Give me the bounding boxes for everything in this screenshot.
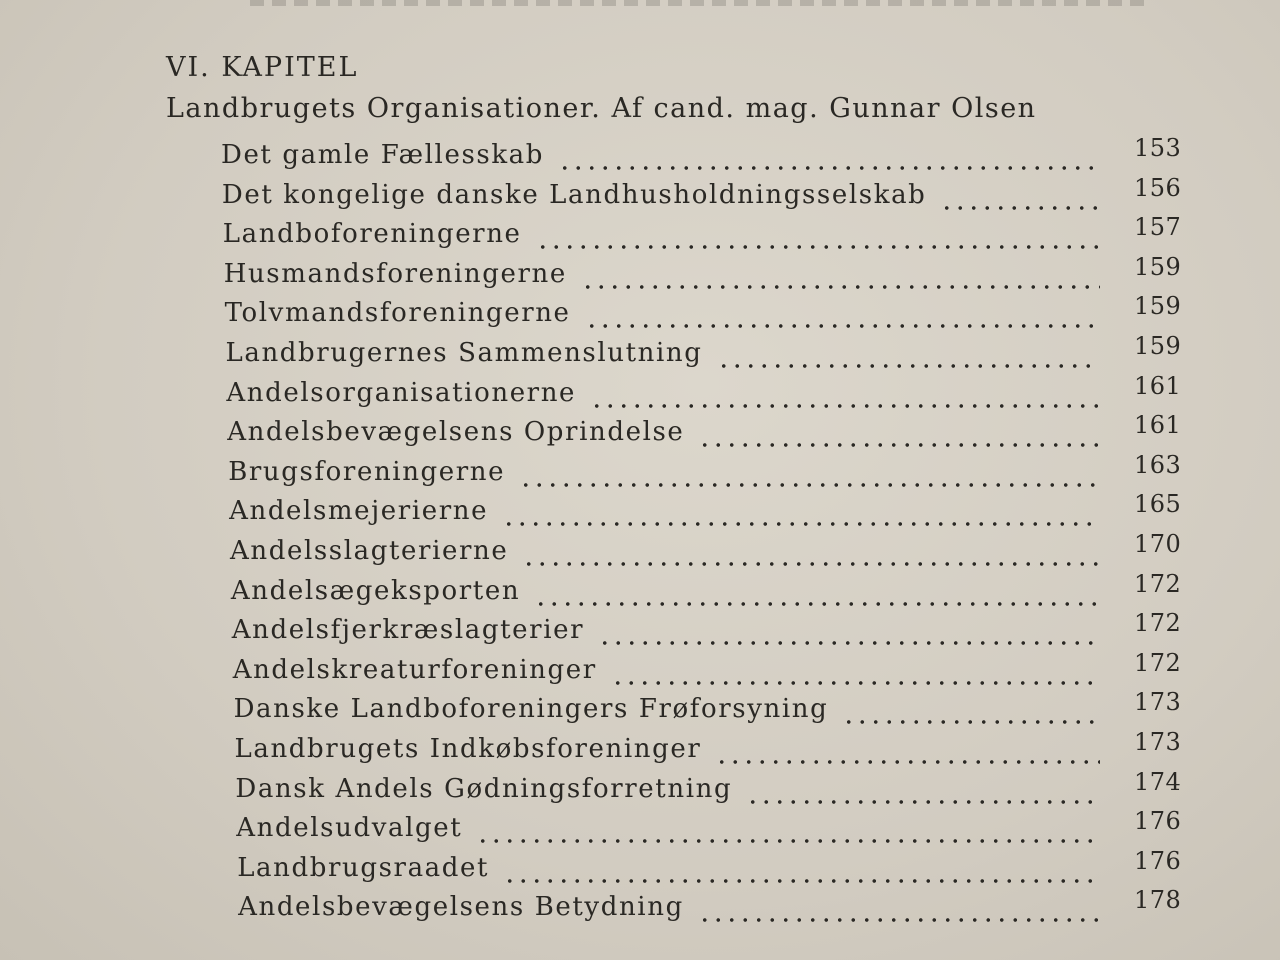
dot-leader (715, 758, 1100, 766)
dot-leader (598, 639, 1100, 647)
toc-entry-title: Andelsudvalget (236, 813, 463, 844)
toc-entry (222, 213, 1182, 259)
dot-leader (585, 322, 1100, 330)
toc-page-number: 159 (1133, 252, 1182, 281)
dot-leader (698, 916, 1100, 924)
toc-entry-title: Andelsslagterierne (230, 536, 509, 566)
toc-entry (226, 371, 1182, 418)
dot-leader (717, 362, 1100, 370)
toc-entry-title: Brugsforeningerne (228, 456, 506, 487)
dot-leader (581, 283, 1100, 291)
dot-leader (534, 600, 1100, 608)
toc-entry (224, 292, 1182, 338)
toc-entry-title: Andelsorganisationerne (226, 377, 577, 408)
dot-leader (536, 243, 1100, 251)
toc-entry (232, 648, 1182, 695)
toc-page-number: 156 (1133, 173, 1182, 202)
toc-page-number: 172 (1133, 569, 1182, 598)
toc-entry-title: Landboforeningerne (222, 219, 522, 250)
dot-leader (502, 520, 1100, 528)
toc-page-number: 172 (1133, 648, 1182, 677)
toc-entry-title: Det kongelige danske Landhusholdningsselskab (221, 179, 927, 210)
toc-entry (221, 173, 1182, 220)
toc-entry-title: Tolvmandsforeningerne (224, 298, 571, 329)
toc-entry-title: Andelsbevægelsens Oprindelse (227, 417, 685, 448)
toc-entry (238, 886, 1182, 932)
toc-entry (237, 846, 1182, 893)
dot-leader (503, 877, 1100, 885)
chapter-subtitle: Landbrugets Organisationer. Af cand. mag. Gunnar Olsen (166, 93, 1037, 124)
toc-entry (233, 688, 1182, 734)
toc-entry (229, 490, 1182, 536)
toc-page-number: 178 (1133, 886, 1182, 915)
cropped-text-fragment (250, 0, 1150, 6)
dot-leader (698, 441, 1100, 449)
toc-entry-title: Andelsmejerierne (229, 496, 489, 527)
toc-entry-title: Andelskreaturforeninger (232, 654, 597, 685)
toc-page-number: 170 (1134, 530, 1182, 558)
toc-entry (230, 569, 1182, 616)
toc-entry-title: Landbrugets Indkøbsforeninger (234, 734, 702, 764)
dot-leader (558, 164, 1100, 172)
toc-page-number: 163 (1133, 450, 1182, 479)
dot-leader (842, 718, 1100, 726)
toc-entry (230, 530, 1182, 576)
toc-entry (236, 807, 1182, 853)
toc-entry (221, 134, 1182, 180)
toc-page-number: 165 (1133, 490, 1182, 519)
toc-entry (234, 728, 1182, 774)
toc-page-number: 173 (1133, 688, 1182, 717)
toc-page-number: 176 (1133, 807, 1182, 836)
toc-page-number: 161 (1133, 371, 1182, 400)
toc-page-number: 159 (1134, 332, 1182, 360)
toc-page-number: 172 (1133, 609, 1182, 638)
toc-entry-title: Landbrugsraadet (237, 852, 490, 883)
toc-page-number: 173 (1134, 728, 1182, 756)
dot-leader (522, 560, 1100, 568)
toc-entry (231, 609, 1182, 655)
toc-page-number: 161 (1133, 411, 1182, 440)
dot-leader (746, 798, 1100, 806)
toc-entry-title: Danske Landboforeningers Frøforsyning (233, 694, 829, 725)
toc-entry (235, 767, 1182, 814)
dot-leader (940, 204, 1100, 212)
toc-page-number: 174 (1133, 767, 1182, 796)
toc-entry-title: Husmandsforeningerne (223, 258, 567, 289)
toc-entry (225, 332, 1182, 378)
toc-entry (227, 411, 1182, 457)
toc-entry-title: Det gamle Fællesskab (221, 140, 545, 170)
toc-page-number: 176 (1133, 846, 1182, 875)
toc-entry-title: Dansk Andels Gødningsforretning (235, 773, 733, 804)
dot-leader (590, 402, 1100, 410)
toc-page-number: 159 (1133, 292, 1182, 321)
dot-leader (519, 481, 1100, 489)
toc-entry-title: Landbrugernes Sammenslutning (225, 338, 703, 368)
chapter-heading: VI. KAPITEL (166, 52, 359, 83)
dot-leader (611, 679, 1100, 687)
toc-page-number: 157 (1133, 213, 1182, 242)
toc-entry-title: Andelsægeksporten (230, 575, 521, 606)
toc-entry-title: Andelsbevægelsens Betydning (238, 892, 684, 923)
toc-entry-title: Andelsfjerkræslagterier (231, 615, 585, 646)
toc-page-number: 153 (1134, 134, 1182, 162)
toc-entry (228, 450, 1182, 497)
toc-entry (223, 252, 1182, 299)
dot-leader (476, 837, 1100, 845)
